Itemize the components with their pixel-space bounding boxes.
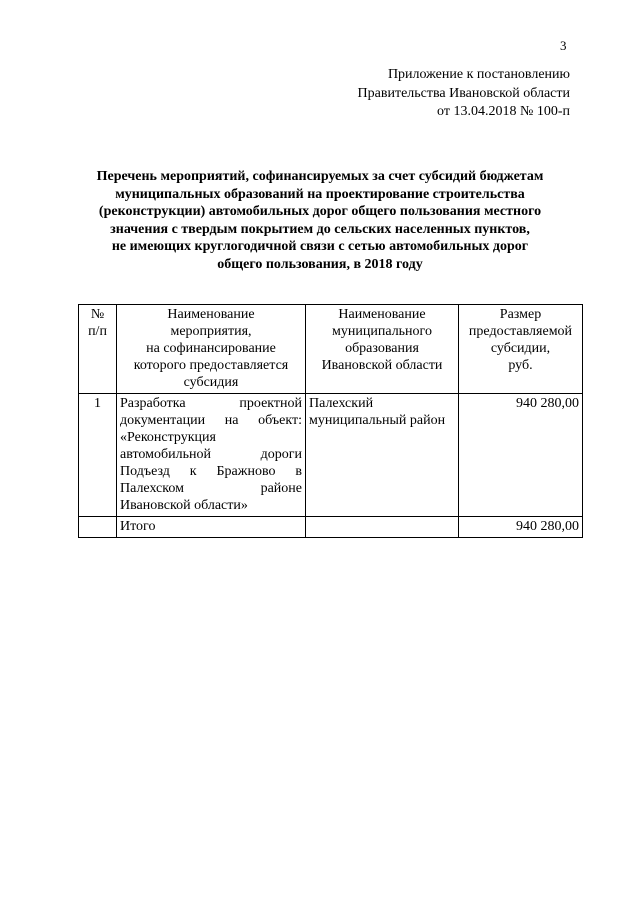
header-text: образования [345,341,419,356]
header-text: Наименование [338,307,426,322]
header-municipality [306,305,459,394]
header-text: Наименование [167,307,255,322]
title-line: (реконструкции) автомобильных дорог общего пользования местного [98,204,542,219]
total-label: Итого [117,517,306,538]
header-measure [117,305,306,394]
appendix-line: от 13.04.2018 № 100-п [437,104,570,119]
header-text: субсидии, [490,341,551,356]
appendix-line: Правительства Ивановской области [357,85,570,101]
header-text: руб. [508,358,533,373]
table-header-row [79,305,583,394]
header-text: на софинансирование [146,341,276,356]
header-num [79,305,117,394]
measures-table [78,304,583,538]
header-amount [459,305,583,394]
appendix-line: Приложение к постановлению [387,67,570,82]
title-line: Перечень мероприятий, софинансируемых за счет субсидий бюджетам [96,169,544,184]
row-amount: 940 280,00 [459,394,583,517]
header-text: субсидия [183,375,239,390]
page-number: 3 [560,38,567,53]
header-text: которого предоставляется [133,358,289,373]
appendix-header [358,66,570,122]
header-text: Размер [499,307,542,322]
title-line: не имеющих круглогодичной связи с сетью автомобильных дорог [111,239,529,254]
header-text: п/п [88,324,107,339]
header-text: № [90,307,105,322]
header-text: Ивановской области [321,358,443,373]
title-line: муниципальных образований на проектирование строительства [115,186,525,202]
total-municipality-empty [306,517,459,538]
total-amount: 940 280,00 [459,517,583,538]
row-num: 1 [79,394,117,517]
table-total-row [79,517,583,538]
table-row [79,394,583,517]
title-line: общего пользования, в 2018 году [217,256,423,272]
header-text: мероприятия, [170,324,252,339]
total-num-empty [79,517,117,538]
header-text: предоставляемой [468,324,573,339]
row-municipality: Палехский муниципальный район [306,394,459,517]
document-title [70,168,570,273]
header-text: муниципального [332,324,432,339]
title-line: значения с твердым покрытием до сельских населенных пунктов, [110,221,530,237]
row-measure: Разработка проектной документации на объект: «Реконструкция автомобильной дороги Подъезд к Бражново в Палехском районе Ивановской области» [117,394,306,517]
